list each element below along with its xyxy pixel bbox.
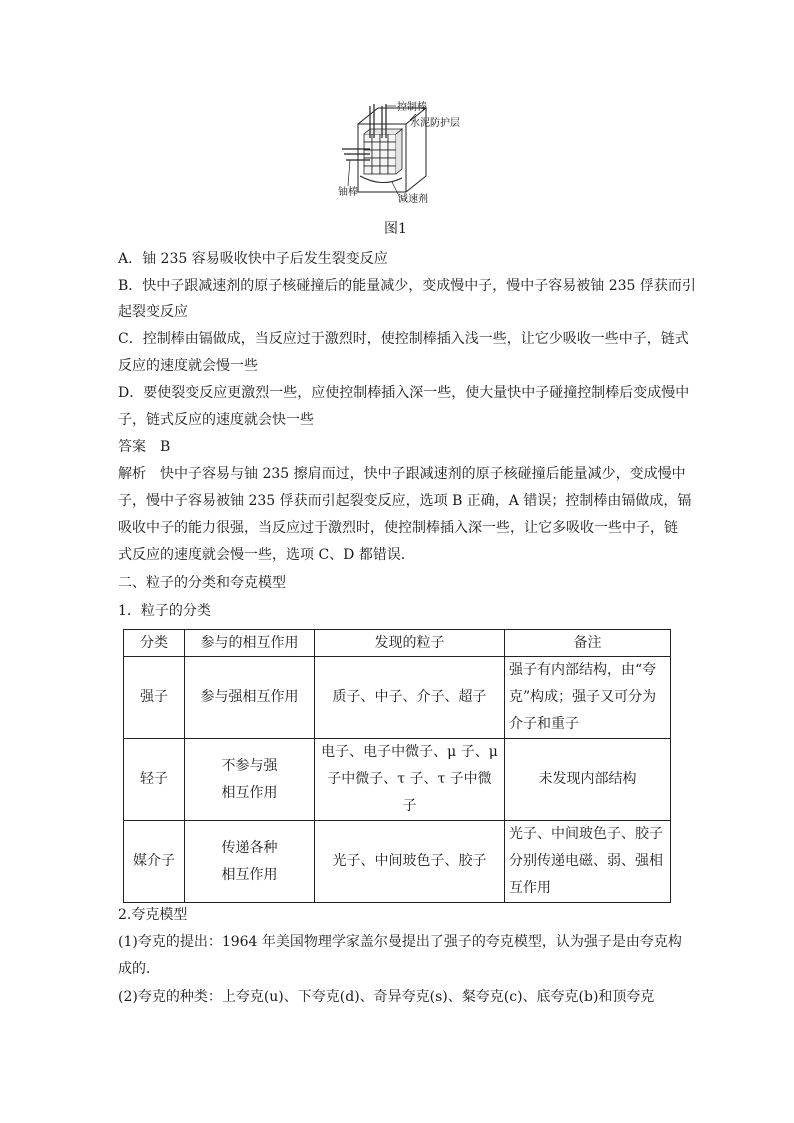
section-2-title: 二、粒子的分类和夸克模型 (118, 575, 286, 591)
particles-line: 子中微子、τ 子、τ 子中微 (327, 771, 492, 787)
quark-p2-line1: (2)夸克的种类：上夸克(u)、下夸克(d)、奇异夸克(s)、粲夸克(c)、底夸克(b)和顶夸克 (118, 989, 655, 1005)
reactor-diagram (330, 94, 490, 212)
subsection-2-title: 2.夸克模型 (118, 907, 188, 923)
particle-classification-table (123, 629, 671, 903)
cell-particles: 光子、中间玻色子、胶子 (315, 821, 505, 903)
control-rod-label: 控制棒 (397, 102, 427, 113)
particles-line: 子 (402, 798, 417, 814)
cell-particles (315, 739, 505, 821)
note-line: 介子和重子 (509, 716, 579, 732)
option-c-line1: C．控制棒由镉做成，当反应过于激烈时，使控制棒插入浅一些，让它少吸收一些中子，链式 (118, 331, 689, 347)
interaction-line: 相互作用 (221, 784, 278, 801)
interaction-line: 传递各种 (221, 839, 278, 856)
subsection-1-title: 1．粒子的分类 (118, 603, 211, 619)
option-b-line1: B．快中子跟减速剂的原子核碰撞后的能量减少，变成慢中子，慢中子容易被铀 235 俘获而引 (118, 278, 696, 294)
cell-notes (505, 657, 671, 739)
note-line: 光子、中间玻色子、胶子 (509, 826, 663, 842)
header-interaction: 参与的相互作用 (185, 630, 315, 657)
table-row (124, 821, 671, 903)
cell-notes (505, 821, 671, 903)
cell-category: 强子 (124, 657, 185, 739)
option-a: A．铀 235 容易吸收快中子后发生裂变反应 (118, 251, 388, 267)
table-row (124, 657, 671, 739)
particles-line: 电子、电子中微子、μ 子、μ (321, 744, 498, 760)
header-particles: 发现的粒子 (315, 630, 505, 657)
option-c-line2: 反应的速度就会慢一些 (118, 358, 258, 374)
figure-caption: 图1 (384, 221, 407, 237)
cell-category: 轻子 (124, 739, 185, 821)
cell-interaction (185, 821, 315, 903)
cell-notes: 未发现内部结构 (505, 739, 671, 821)
header-notes: 备注 (505, 630, 671, 657)
table-row (124, 739, 671, 821)
option-d-line2: 子，链式反应的速度就会快一些 (118, 412, 314, 428)
quark-p1-line2: 成的． (118, 961, 160, 977)
cell-category: 媒介子 (124, 821, 185, 903)
note-line: 分别传递电磁、弱、强相 (509, 853, 663, 869)
answer: 答案 B (118, 439, 171, 455)
interaction-line: 不参与强 (221, 757, 278, 774)
uranium-rod-label: 铀棒 (338, 187, 358, 198)
analysis-line2: 子，慢中子容易被铀 235 俘获而引起裂变反应，选项 B 正确，A 错误；控制棒由镉做成，镉 (118, 493, 692, 509)
note-line: 克”构成；强子又可分为 (509, 689, 657, 705)
quark-p1-line1: (1)夸克的提出：1964 年美国物理学家盖尔曼提出了强子的夸克模型，认为强子是由夸克构 (118, 934, 682, 950)
interaction-line: 相互作用 (221, 866, 278, 883)
analysis-line1: 解析 快中子容易与铀 235 擦肩而过，快中子跟减速剂的原子核碰撞后能量减少，变成慢中 (118, 466, 686, 482)
option-d-line1: D．要使裂变反应更激烈一些，应使控制棒插入深一些，使大量快中子碰撞控制棒后变成慢中 (118, 385, 690, 401)
reactor-figure (330, 94, 490, 212)
cell-interaction: 参与强相互作用 (185, 657, 315, 739)
moderator-label: 减速剂 (398, 194, 428, 205)
note-line: 互作用 (509, 880, 551, 896)
analysis-line4: 式反应的速度就会慢一些，选项 C、D 都错误． (118, 547, 415, 563)
cell-particles: 质子、中子、介子、超子 (315, 657, 505, 739)
header-category: 分类 (124, 630, 185, 657)
option-b-line2: 起裂变反应 (118, 304, 188, 320)
analysis-line3: 吸收中子的能力很强，当反应过于激烈时，使控制棒插入深一些，让它多吸收一些中子，链 (118, 520, 678, 536)
cell-interaction (185, 739, 315, 821)
table-header-row (124, 630, 671, 657)
note-line: 强子有内部结构，由“夸 (509, 662, 657, 678)
concrete-layer-label: 水泥防护层 (410, 118, 460, 129)
